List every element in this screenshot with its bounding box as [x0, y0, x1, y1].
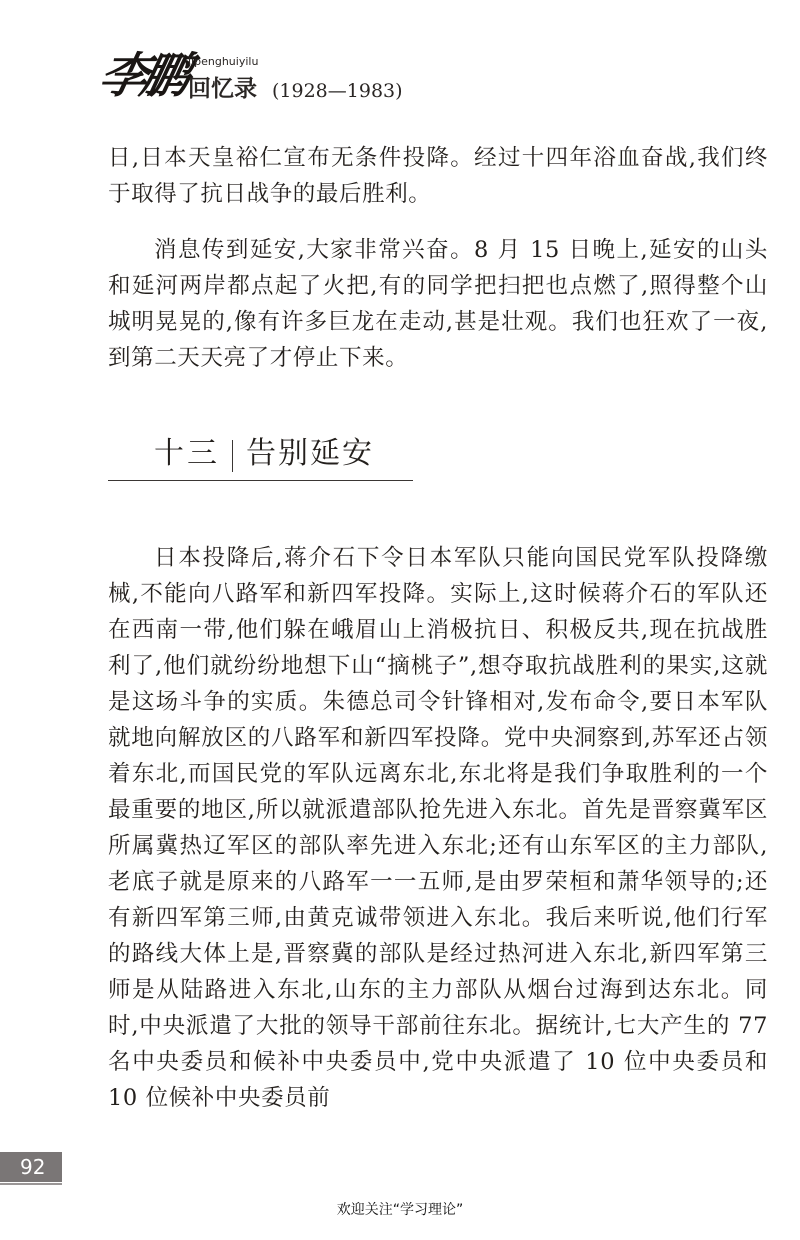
book-title: 回忆录 — [188, 76, 257, 102]
page-number: 92 — [20, 1155, 46, 1179]
calligraphy-logo: 李鹏 — [94, 48, 190, 104]
paragraph-body: 日本投降后,蒋介石下令日本军队只能向国民党军队投降缴械,不能向八路军和新四军投降。实际上,这时候蒋介石的军队还在西南一带,他们躲在峨眉山上消极抗日、积极反共,现在抗战胜利了,他们就纷纷地想下山“摘桃子”,想夺取抗战胜利的果实,这就是这场斗争的实质。朱德总司令针锋相对,发布命令,要日本军队就地向解放区的八路军和新四军投降。党中央洞察到,苏军还占领着东北,而国民党的军队远离东北,东北将是我们争取胜利的一个最重要的地区,所以就派遣部队抢先进入东北。首先是晋察冀军区所属冀热辽军区的部队率先进入东北;还有山东军区的主力部队,老底子就是原来的八路军一一五师,是由罗荣桓和萧华领导的;还有新四军第三师,由黄克诚带领进入东北。我后来听说,他们行军的路线大体上是,晋察冀的部队是经过热河进入东北,新四军第三师是从陆路进入东北,山东的主力部队从烟台过海到达东北。同时,中央派遣了大批的领导干部前往东北。据统计,七大产生的 77 名中央委员和候补中央委员中,党中央派遣了 10 位中央委员和 10 位候补中央委员前 — [108, 545, 768, 1111]
paragraph-celebration: 消息传到延安,大家非常兴奋。8 月 15 日晚上,延安的山头和延河两岸都点起了火把,有的同学把扫把也点燃了,照得整个山城明晃晃的,像有许多巨龙在走动,甚是壮观。我们也狂欢了一夜,到第二天天亮了才停止下来。 — [108, 237, 768, 371]
page-number-underline — [0, 1183, 62, 1185]
header-pinyin: lipenghuiyilu — [188, 55, 259, 68]
section-number: 十三 — [154, 436, 220, 471]
running-header — [94, 48, 500, 118]
section-divider — [232, 440, 233, 472]
footer-note: 欢迎关注“学习理论” — [336, 1202, 464, 1218]
page-number-badge — [0, 1152, 62, 1182]
section-title: 告别延安 — [246, 436, 374, 471]
book-years: (1928—1983) — [272, 80, 403, 102]
section-heading — [108, 432, 413, 481]
paragraph-continuation: 日,日本天皇裕仁宣布无条件投降。经过十四年浴血奋战,我们终于取得了抗日战争的最后胜利。 — [108, 145, 768, 207]
